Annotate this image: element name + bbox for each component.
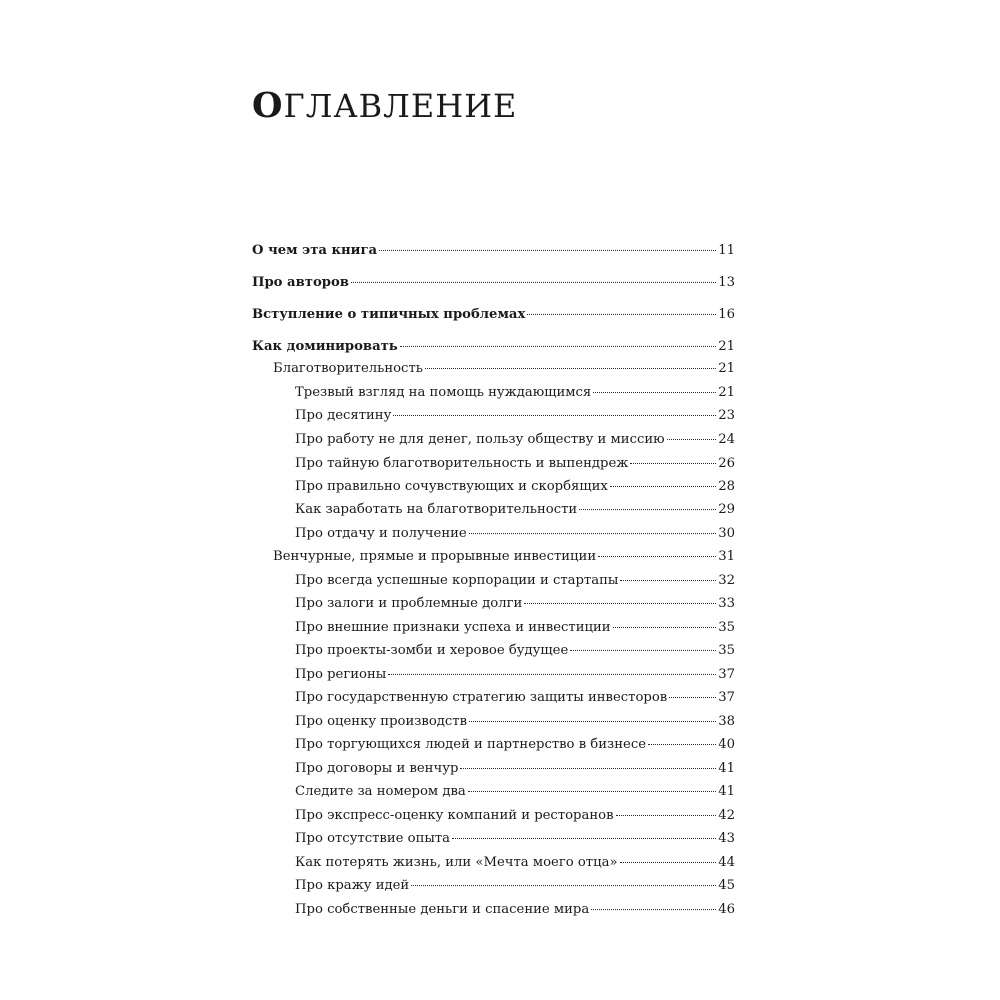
toc-entry[interactable]: [295, 618, 735, 638]
toc-entry[interactable]: [252, 241, 735, 261]
dot-leader: [667, 438, 717, 440]
toc-entry-title: Как потерять жизнь, или «Мечта моего отца»: [295, 855, 618, 870]
toc-entry[interactable]: [295, 571, 735, 591]
dot-leader: [591, 908, 716, 910]
toc-entry-title: Про всегда успешные корпорации и стартапы: [295, 573, 619, 588]
toc-entry-page-number: 40: [718, 737, 735, 752]
toc-entry-page-number: 43: [718, 831, 735, 846]
title-initial: О: [252, 85, 284, 126]
toc-entry-page-number: 30: [718, 526, 735, 541]
toc-entry-title: Про тайную благотворительность и выпендреж: [295, 456, 629, 471]
toc-entry[interactable]: [295, 900, 735, 920]
dot-leader: [468, 790, 716, 792]
toc-entry-page-number: 35: [718, 620, 735, 635]
toc-entry-page-number: 28: [718, 479, 735, 494]
toc-entry[interactable]: [295, 712, 735, 732]
dot-leader: [630, 462, 716, 464]
dot-leader: [620, 579, 716, 581]
toc-entry[interactable]: [295, 806, 735, 826]
dot-leader: [393, 414, 716, 416]
toc-entry[interactable]: [273, 547, 735, 567]
toc-entry[interactable]: [295, 876, 735, 896]
toc-entry[interactable]: [295, 454, 735, 474]
toc-entry-page-number: 31: [718, 549, 735, 564]
dot-leader: [570, 649, 716, 651]
toc-entry-page-number: 24: [718, 432, 735, 447]
toc-entry-title: Про оценку производств: [295, 714, 468, 729]
toc-entry[interactable]: [295, 853, 735, 873]
toc-entry-page-number: 35: [718, 643, 735, 658]
toc-entry[interactable]: [295, 665, 735, 685]
toc-entry-title: Про проекты-зомби и херовое будущее: [295, 643, 569, 658]
dot-leader: [379, 249, 716, 251]
toc-entry[interactable]: [295, 829, 735, 849]
dot-leader: [524, 602, 716, 604]
toc-entry[interactable]: [295, 406, 735, 426]
dot-leader: [400, 345, 716, 347]
toc-entry-page-number: 21: [718, 339, 735, 354]
toc-entry-page-number: 44: [718, 855, 735, 870]
dot-leader: [425, 367, 716, 369]
toc-entry[interactable]: [295, 500, 735, 520]
dot-leader: [469, 532, 717, 534]
toc-entry[interactable]: [295, 641, 735, 661]
toc-entry-title: Про авторов: [252, 275, 349, 290]
toc-entry[interactable]: [295, 782, 735, 802]
toc-entry-title: Про государственную стратегию защиты инвесторов: [295, 690, 668, 705]
toc-entry-title: Про правильно сочувствующих и скорбящих: [295, 479, 608, 494]
toc-entry-page-number: 21: [718, 385, 735, 400]
toc-entry-title: Следите за номером два: [295, 784, 466, 799]
toc-entry-title: Про залоги и проблемные долги: [295, 596, 523, 611]
toc-entry-title: Про отдачу и получение: [295, 526, 467, 541]
toc-entry-title: Про отсутствие опыта: [295, 831, 451, 846]
toc-entry-page-number: 46: [718, 902, 735, 917]
toc-entry-title: Как заработать на благотворительности: [295, 502, 578, 517]
toc-entry[interactable]: [252, 337, 735, 357]
toc-entry-title: Про торгующихся людей и партнерство в бизнесе: [295, 737, 647, 752]
toc-entry-page-number: 33: [718, 596, 735, 611]
toc-entry[interactable]: [295, 594, 735, 614]
toc-entry[interactable]: [295, 430, 735, 450]
toc-entry-page-number: 38: [718, 714, 735, 729]
dot-leader: [579, 508, 716, 510]
toc-entry-page-number: 42: [718, 808, 735, 823]
toc-entry-page-number: 45: [718, 878, 735, 893]
toc-entry[interactable]: [295, 383, 735, 403]
dot-leader: [469, 720, 716, 722]
toc-entry-title: Как доминировать: [252, 339, 398, 354]
toc-entry-title: Про кражу идей: [295, 878, 410, 893]
toc-entry-page-number: 23: [718, 408, 735, 423]
dot-leader: [648, 743, 716, 745]
dot-leader: [351, 281, 716, 283]
toc-entry-title: Благотворительность: [273, 361, 423, 376]
dot-leader: [620, 861, 717, 863]
toc-entry-page-number: 41: [718, 784, 735, 799]
toc-entry-page-number: 13: [718, 275, 735, 290]
toc-entry-page-number: 21: [718, 361, 735, 376]
toc-entry-page-number: 26: [718, 456, 735, 471]
dot-leader: [593, 391, 716, 393]
toc-entry-title: Про собственные деньги и спасение мира: [295, 902, 590, 917]
toc-entry-title: Про экспресс-оценку компаний и ресторанов: [295, 808, 614, 823]
toc-entry-title: Про договоры и венчур: [295, 761, 459, 776]
dot-leader: [669, 696, 716, 698]
toc-entry[interactable]: [295, 688, 735, 708]
toc-entry[interactable]: [295, 759, 735, 779]
toc-entry-title: Про регионы: [295, 667, 387, 682]
toc-entry-title: Венчурные, прямые и прорывные инвестиции: [273, 549, 597, 564]
page-title: [252, 82, 517, 130]
toc-entry-page-number: 29: [718, 502, 735, 517]
dot-leader: [616, 814, 717, 816]
dot-leader: [388, 673, 716, 675]
title-rest: ГЛАВЛЕНИЕ: [283, 87, 518, 125]
dot-leader: [452, 837, 716, 839]
toc-entry[interactable]: [295, 735, 735, 755]
toc-entry[interactable]: [295, 524, 735, 544]
dot-leader: [610, 485, 716, 487]
toc-entry-page-number: 41: [718, 761, 735, 776]
toc-entry-title: Про работу не для денег, пользу обществу и миссию: [295, 432, 665, 447]
toc-entry[interactable]: [252, 305, 735, 325]
toc-entry-title: Про внешние признаки успеха и инвестиции: [295, 620, 611, 635]
toc-entry-page-number: 32: [718, 573, 735, 588]
toc-entry-page-number: 37: [718, 690, 735, 705]
toc-entry-page-number: 16: [718, 307, 735, 322]
toc-entry[interactable]: [252, 273, 735, 293]
toc-entry-title: Вступление о типичных проблемах: [252, 307, 526, 322]
toc-entry[interactable]: [295, 477, 735, 497]
dot-leader: [411, 884, 716, 886]
toc-entry-page-number: 37: [718, 667, 735, 682]
toc-entry[interactable]: [273, 359, 735, 379]
dot-leader: [613, 626, 717, 628]
dot-leader: [460, 767, 716, 769]
toc-entry-title: О чем эта книга: [252, 243, 378, 258]
dot-leader: [598, 555, 716, 557]
toc-entry-page-number: 11: [718, 243, 735, 258]
toc-entry-title: Трезвый взгляд на помощь нуждающимся: [295, 385, 592, 400]
toc-entry-title: Про десятину: [295, 408, 392, 423]
dot-leader: [527, 313, 716, 315]
